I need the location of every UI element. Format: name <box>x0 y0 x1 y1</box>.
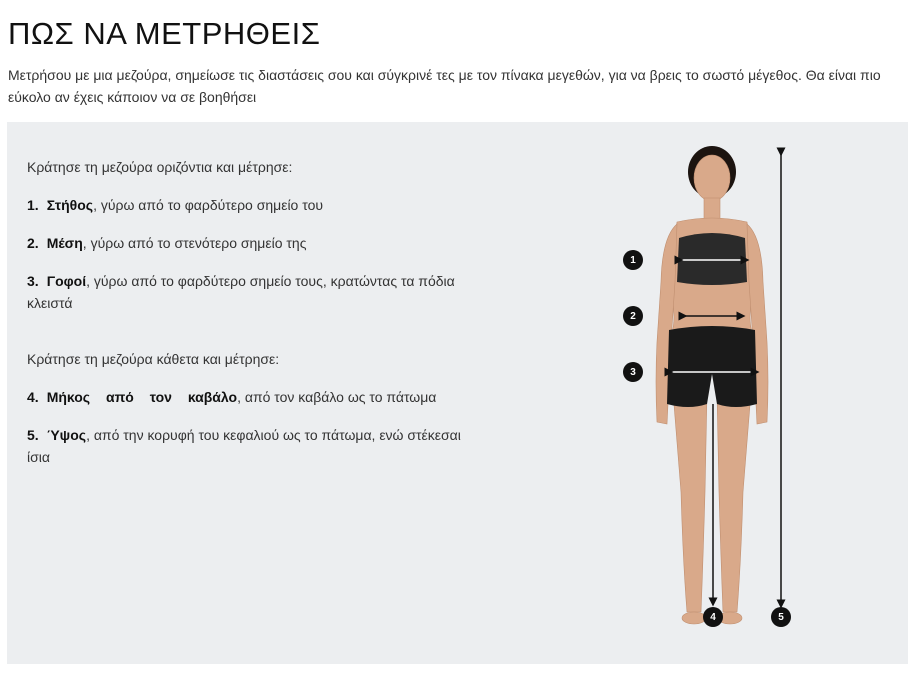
badge-5: 5 <box>771 607 791 627</box>
body-figure-illustration <box>607 142 807 652</box>
instruction-height <box>27 424 467 468</box>
item-number: 5. <box>27 427 39 443</box>
instruction-waist <box>27 232 467 254</box>
item-term: Μήκος από τον καβάλο <box>46 389 238 405</box>
horizontal-heading: Κράτησε τη μεζούρα οριζόντια και μέτρησε: <box>27 159 293 175</box>
item-number: 4. <box>27 389 39 405</box>
badge-2: 2 <box>623 306 643 326</box>
measurement-panel <box>7 122 908 664</box>
item-desc: , από την κορυφή του κεφαλιού ως το πάτωμα, ενώ στέκεσαι ίσια <box>27 427 461 465</box>
item-term: Στήθος <box>46 197 94 213</box>
badge-3: 3 <box>623 362 643 382</box>
body-figure <box>607 142 807 652</box>
item-number: 1. <box>27 197 39 213</box>
page-title: ΠΩΣ ΝΑ ΜΕΤΡΗΘΕΙΣ <box>8 16 321 51</box>
badge-4: 4 <box>703 607 723 627</box>
item-term: Μέση <box>46 235 83 251</box>
item-desc: , γύρω από το φαρδύτερο σημείο του <box>93 197 324 213</box>
instruction-inseam <box>27 386 467 408</box>
vertical-heading: Κράτησε τη μεζούρα κάθετα και μέτρησε: <box>27 351 280 367</box>
intro-text: Μετρήσου με μια μεζούρα, σημείωσε τις διαστάσεις σου και σύγκρινέ τες με τον πίνακα μεγεθών, για να βρεις το σωστό μέγεθος. Θα είναι πιο εύκολο αν έχεις κάποιον να σε βοηθήσει <box>8 67 881 105</box>
item-term: Γοφοί <box>46 273 87 289</box>
badge-1: 1 <box>623 250 643 270</box>
instruction-hips <box>27 270 467 314</box>
item-number: 2. <box>27 235 39 251</box>
item-desc: , από τον καβάλο ως το πάτωμα <box>237 389 437 405</box>
item-term: Ύψος <box>46 427 87 443</box>
instruction-chest <box>27 194 467 216</box>
item-desc: , γύρω από το φαρδύτερο σημείο τους, κρατώντας τα πόδια κλειστά <box>27 273 455 311</box>
item-desc: , γύρω από το στενότερο σημείο της <box>82 235 307 251</box>
instructions <box>27 156 467 484</box>
item-number: 3. <box>27 273 39 289</box>
